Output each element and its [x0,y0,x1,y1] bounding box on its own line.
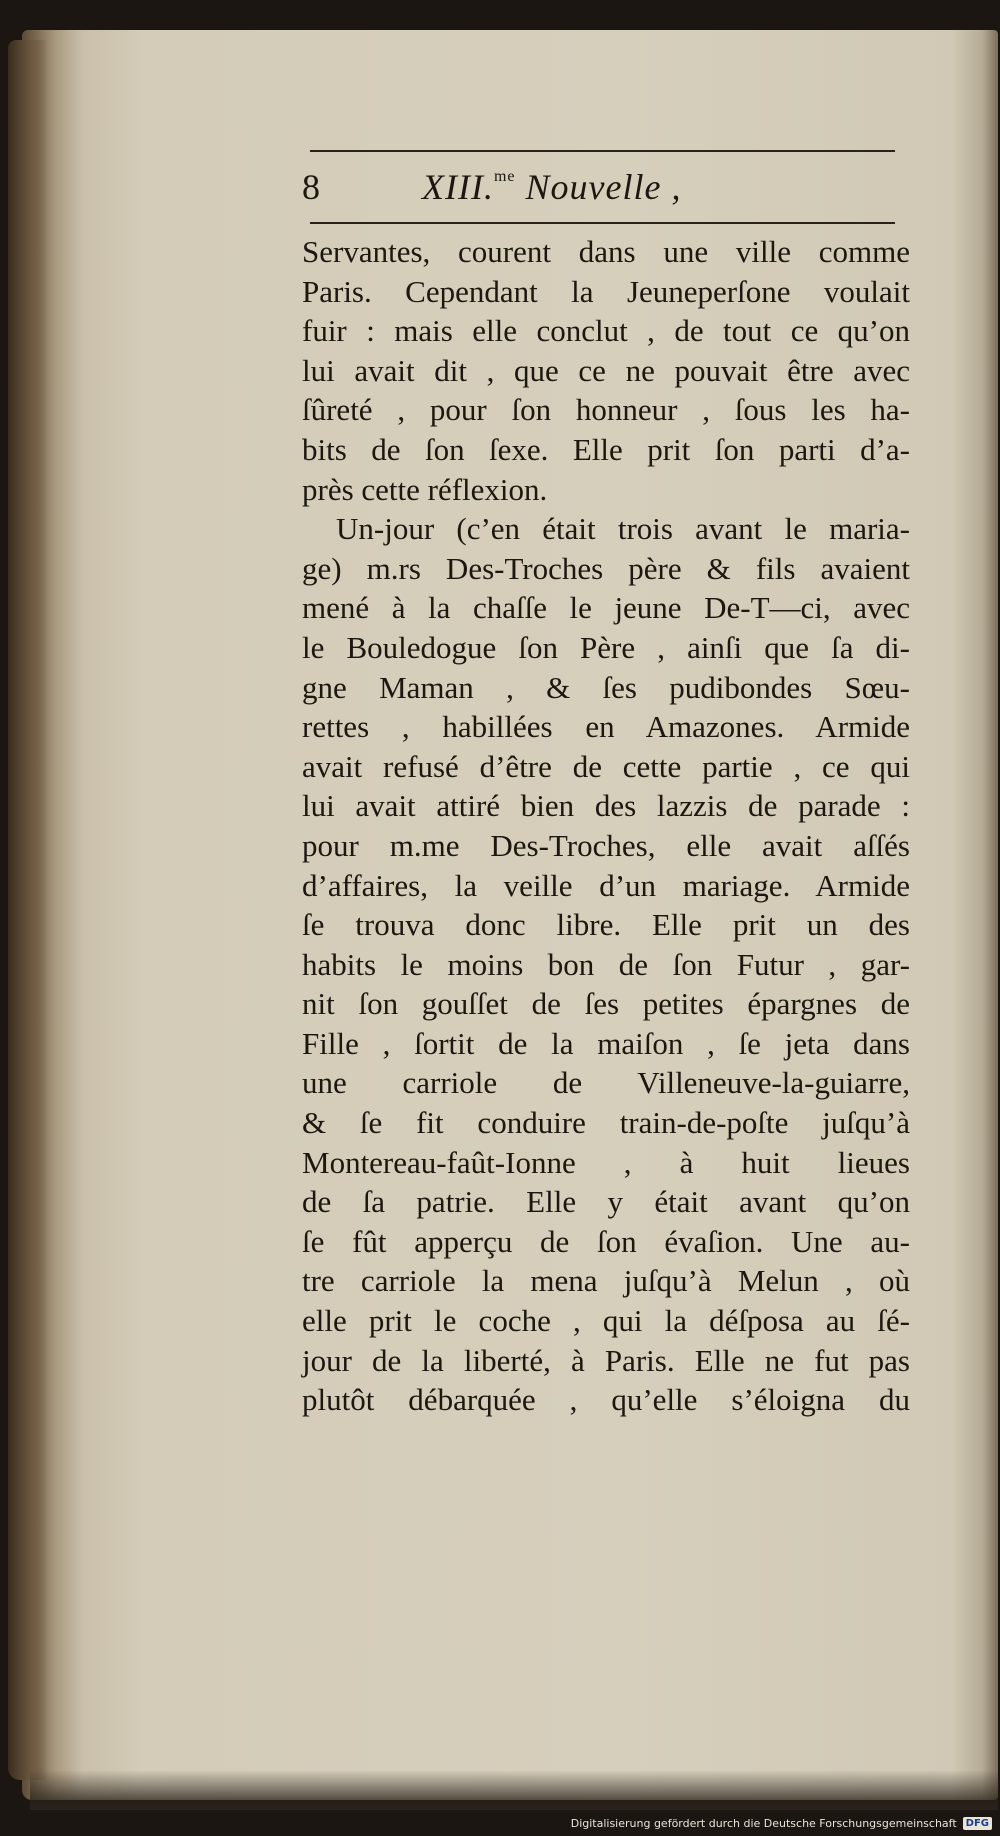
text-line: tre carriole la mena juſqu’à Melun , où [302,1263,910,1299]
dfg-logo: DFG [963,1817,992,1830]
text-line: fuir : mais elle conclut , de tout ce qu’on [302,313,910,349]
text-line: Paris. Cependant la Jeuneperſone voulait [302,273,910,309]
text-line: le Bouledogue ſon Père , ainſi que ſa di- [302,629,910,665]
text-line: ſe trouva donc libre. Elle prit un des [302,907,910,943]
text-line: gne Maman , & ſes pudibondes Sœu- [302,669,910,705]
page-shadow [30,1770,998,1810]
page-number: 8 [302,167,320,207]
text-line: plutôt débarquée , qu’elle s’éloigna du [302,1382,910,1418]
text-line: près cette réflexion. [302,471,548,507]
text-line: bits de ſon ſexe. Elle prit ſon parti d’a- [302,431,910,467]
text-line: ge) m.rs Des-Troches père & fils avaient [302,550,910,586]
chapter-title-superscript: me [493,168,516,185]
page-text [302,150,932,1420]
text-line: habits le moins bon de ſon Futur , gar- [302,946,910,982]
text-line: Montereau-faût-Ionne , à huit lieues [302,1144,910,1180]
text-line: lui avait attiré bien des lazzis de parade : [302,788,910,824]
text-line: ſûreté , pour ſon honneur , ſous les ha- [302,392,910,428]
text-line: d’affaires, la veille d’un mariage. Armide [302,867,910,903]
text-line: Un-jour (c’en était trois avant le maria- [336,511,910,547]
text-line: ſe fût apperçu de ſon évaſion. Une au- [302,1223,910,1259]
chapter-title-word: Nouvelle , [525,167,682,207]
credit-text: Digitalisierung gefördert durch die Deutsche Forschungsgemeinschaft [570,1817,957,1830]
text-line: de ſa patrie. Elle y était avant qu’on [302,1184,910,1220]
text-line: jour de la liberté, à Paris. Elle ne fut pas [302,1342,910,1378]
text-line: avait refusé d’être de cette partie , ce qui [302,748,910,784]
chapter-title-numeral: XIII. [422,167,494,207]
body-text [302,232,932,1420]
text-line: une carriole de Villeneuve-la-guiarre, [302,1065,910,1101]
text-line: rettes , habillées en Amazones. Armide [302,709,910,745]
header-rule-top [310,150,895,152]
text-line: elle prit le coche , qui la déſposa au ſé- [302,1303,910,1339]
page-edge [8,40,48,1780]
text-line: & ſe fit conduire train-de-poſte juſqu’à [302,1105,910,1141]
text-line: mené à la chaſſe le jeune De-T—ci, avec [302,590,910,626]
text-line: Servantes, courent dans une ville comme [302,234,910,269]
chapter-title [422,166,681,208]
running-head [302,166,932,212]
header-rule-bottom [310,222,895,224]
text-line: lui avait dit , que ce ne pouvait être avec [302,352,910,388]
text-line: Fille , ſortit de la maiſon , ſe jeta dans [302,1025,910,1061]
text-line: nit ſon gouſſet de ſes petites épargnes de [302,986,910,1022]
digitization-credit [571,1817,992,1830]
text-line: pour m.me Des-Troches, elle avait aſſés [302,827,910,863]
